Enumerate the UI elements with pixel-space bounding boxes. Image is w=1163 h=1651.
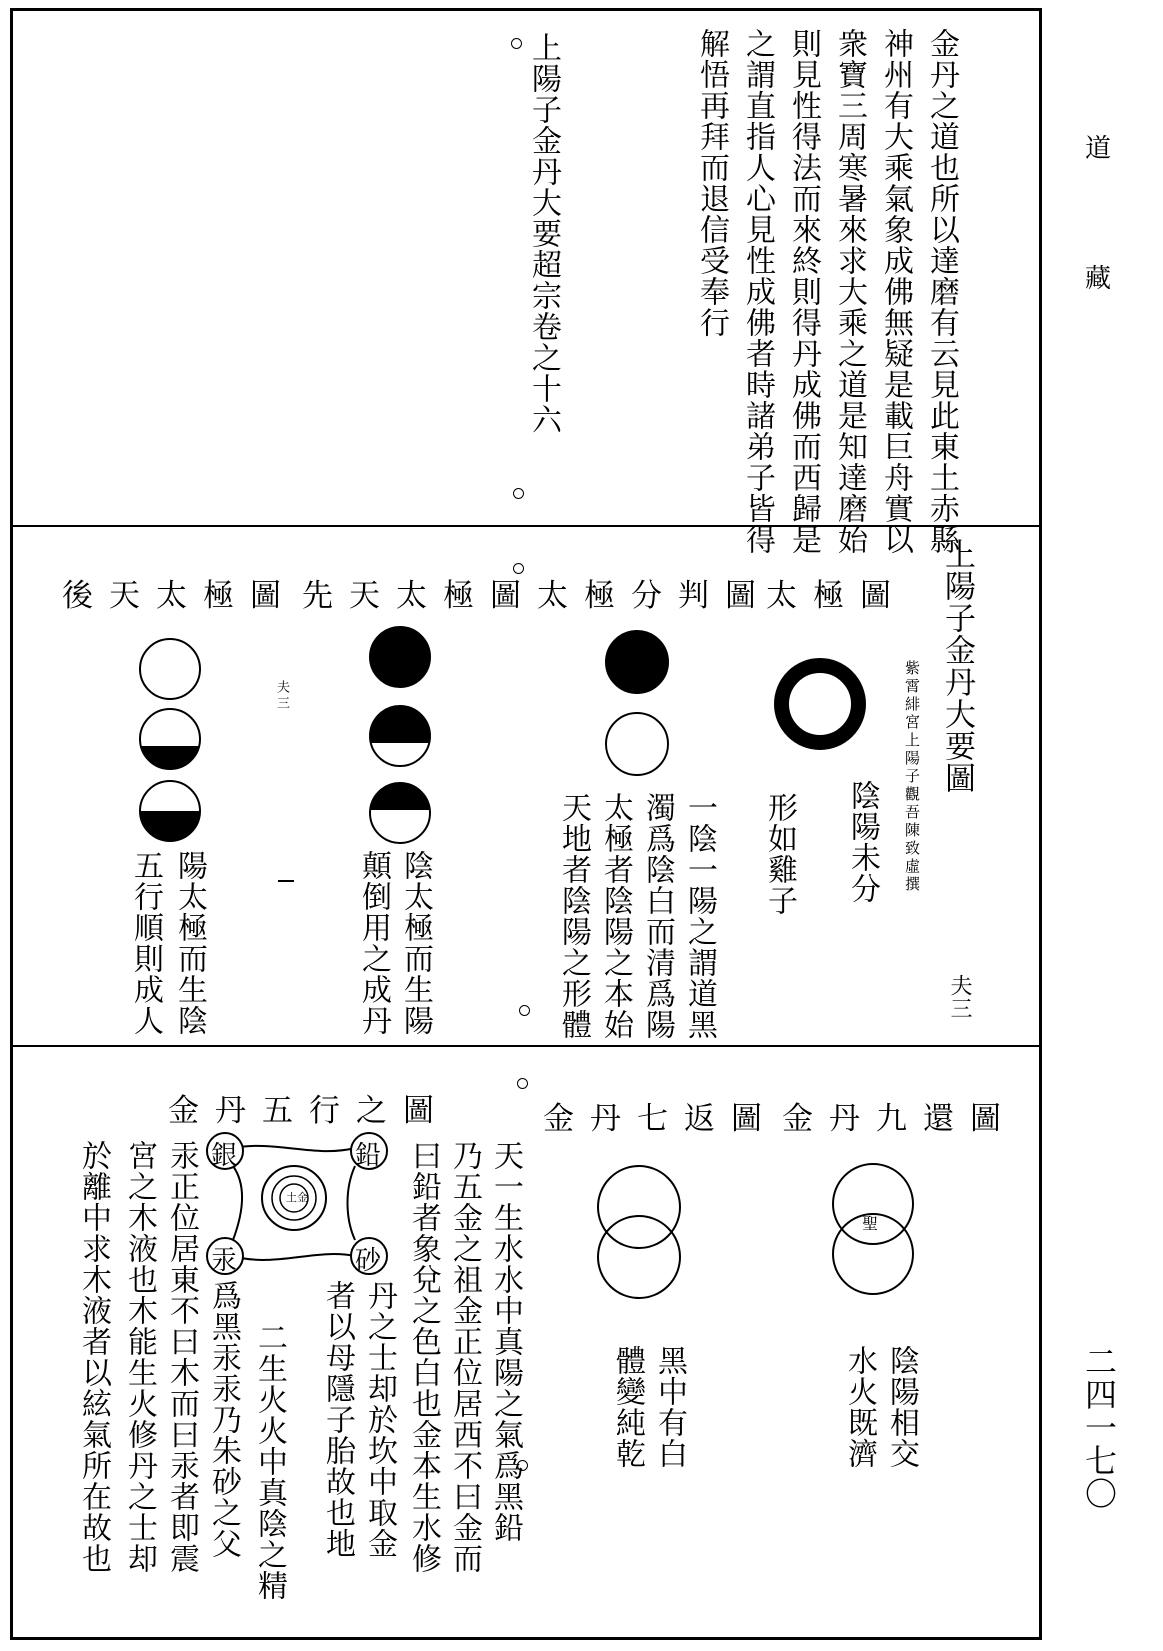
volume-title: 上陽子金丹大要超宗卷之十六 xyxy=(526,32,561,435)
black-circle xyxy=(605,630,669,694)
fig1-caption-1: 陰陽未分 xyxy=(845,780,880,904)
circle-mark xyxy=(519,1005,530,1016)
lower-black-circle xyxy=(139,708,201,770)
book-title: 上陽子金丹大要圖 xyxy=(939,538,975,794)
fig6-caption-1: 黑中有白 xyxy=(652,1345,687,1469)
fig7-text-8: 汞正位居東不曰木而曰汞者即震 xyxy=(164,1140,199,1574)
s1-col-6: 解悟再拜而退信受奉行 xyxy=(694,28,729,338)
node-cinnabar-label: 砂 xyxy=(355,1246,382,1276)
lower-black-circle xyxy=(139,780,201,842)
fig3-caption-1: 陰太極而生陽 xyxy=(398,850,433,1036)
page-number: 二四一七〇 xyxy=(1080,1345,1118,1510)
fig7-text-9: 宮之木液也木能生火修丹之士却 xyxy=(122,1140,157,1574)
margin-char-dao: 道 xyxy=(1085,134,1112,164)
fig2-title: 太極分判圖 xyxy=(537,578,772,614)
section-divider-2 xyxy=(10,1045,1042,1047)
fig3-caption-2: 顛倒用之成丹 xyxy=(356,850,391,1036)
fig7-text-4: 者以母隱子胎故也地 xyxy=(320,1280,355,1559)
fig7-text-1: 天一生水水中真陽之氣爲黑鉛 xyxy=(488,1140,523,1543)
fig4-caption-2: 五行順則成人 xyxy=(128,850,163,1036)
ring-lower xyxy=(597,1215,681,1299)
fig6-title: 金丹七返圖 xyxy=(543,1101,778,1137)
fig2-caption-1: 一陰一陽之謂道黑 xyxy=(682,792,717,1040)
s1-col-1: 金丹之道也所以達磨有云見此東土赤縣 xyxy=(924,28,959,555)
fig6-caption-2: 體變純乾 xyxy=(610,1345,645,1469)
fig2-caption-3: 太極者陰陽之本始 xyxy=(598,792,633,1040)
fig2-caption-4: 天地者陰陽之形體 xyxy=(556,792,591,1040)
taiji-ring xyxy=(774,658,866,750)
fig5-caption-2: 水火既濟 xyxy=(842,1345,877,1469)
upper-black-circle xyxy=(369,782,431,844)
fig7-text-5: 丹之士却於坎中取金 xyxy=(362,1280,397,1559)
fig4-caption-1: 陽太極而生陰 xyxy=(172,850,207,1036)
fig7-text-3: 曰鉛者象兌之色白也金本生水修 xyxy=(406,1140,441,1574)
upper-black-circle xyxy=(369,705,431,767)
center-label: 土金 xyxy=(286,1191,308,1204)
fig1-title: 太極圖 xyxy=(766,578,907,614)
white-circle xyxy=(605,712,669,776)
fig7-text-2: 乃五金之祖金正位居西不曰金而 xyxy=(447,1140,482,1574)
circle-mark xyxy=(513,488,524,499)
code-label: 夫三 xyxy=(274,680,289,712)
white-circle xyxy=(139,638,201,700)
fig7-title: 金丹五行之圖 xyxy=(168,1093,450,1129)
center-label: 聖 xyxy=(862,1214,879,1233)
code-label: 夫三 xyxy=(947,974,972,1020)
fig5-title: 金丹九還圖 xyxy=(782,1101,1017,1137)
circle-mark xyxy=(511,38,522,49)
fig7-text-6: 二生火火中真陰之精 xyxy=(252,1322,287,1601)
fig4-title: 後天太極圖 xyxy=(62,578,297,614)
s1-col-2: 神州有大乘氣象成佛無疑是載巨舟實以 xyxy=(878,28,913,555)
node-lead-label: 鉛 xyxy=(355,1141,382,1171)
s1-col-3: 衆寶三周寒暑來求大乘之道是知達磨始 xyxy=(832,28,867,555)
node-mercury-label: 汞 xyxy=(211,1246,238,1276)
black-circle xyxy=(369,626,431,688)
margin-char-zang: 藏 xyxy=(1085,264,1112,294)
fig3-title: 先天太極圖 xyxy=(302,578,537,614)
dash-mark xyxy=(278,880,294,882)
author-line: 紫霄緋宮上陽子觀吾陳致虛撰 xyxy=(903,660,921,894)
node-silver-label: 銀 xyxy=(211,1141,238,1171)
fig2-caption-2: 濁爲陰白而清爲陽 xyxy=(640,792,675,1040)
s1-col-5: 之謂直指人心見性成佛者時諸弟子皆得 xyxy=(740,28,775,555)
s1-col-4: 則見性得法而來終則得丹成佛而西歸是 xyxy=(786,28,821,555)
fig7-text-7: 爲黑汞汞乃朱砂之父 xyxy=(206,1280,241,1559)
fig7-text-10: 於離中求木液者以絃氣所在故也 xyxy=(76,1140,111,1574)
circle-mark xyxy=(517,1078,528,1089)
fig1-caption-2: 形如雞子 xyxy=(762,792,797,916)
fig5-caption-1: 陰陽相交 xyxy=(884,1345,919,1469)
